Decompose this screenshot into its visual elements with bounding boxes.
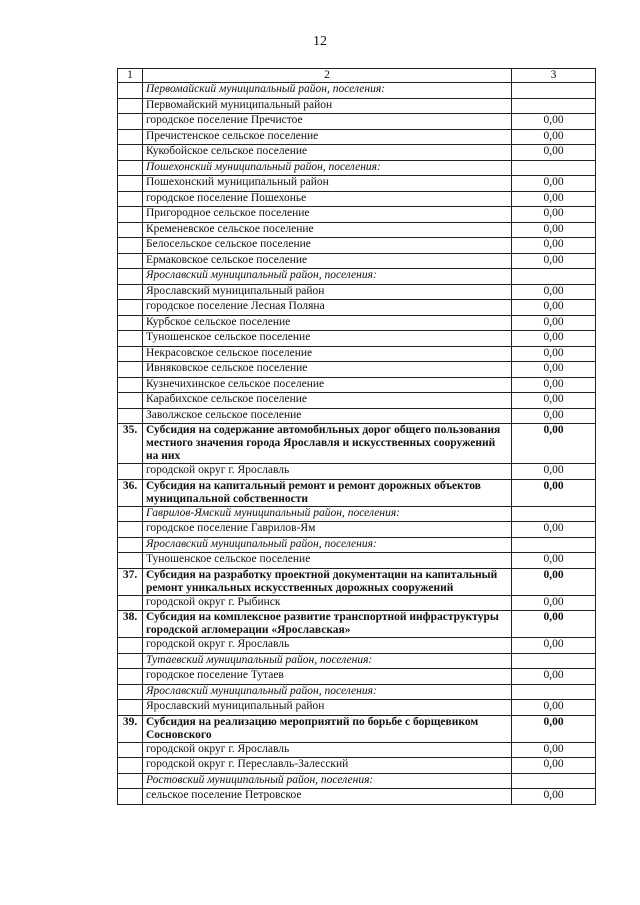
municipality-name: городское поселение Тутаев (143, 669, 512, 685)
municipality-name: Ярославский муниципальный район (143, 284, 512, 300)
table-row (118, 393, 596, 409)
table-row (118, 238, 596, 254)
table-row (118, 129, 596, 145)
table-row (118, 315, 596, 331)
amount-value (512, 537, 596, 553)
subsidy-number: 35. (118, 424, 143, 464)
number-cell-empty (118, 408, 143, 424)
section-row (118, 653, 596, 669)
section-row (118, 684, 596, 700)
municipality-name: городской округ г. Ярославль (143, 742, 512, 758)
section-row (118, 269, 596, 285)
table-row (118, 98, 596, 114)
number-cell-empty (118, 638, 143, 654)
subsidy-row (118, 715, 596, 742)
number-cell-empty (118, 362, 143, 378)
number-cell-empty (118, 553, 143, 569)
amount-value: 0,00 (512, 611, 596, 638)
number-cell-empty (118, 160, 143, 176)
subsidy-number: 38. (118, 611, 143, 638)
municipality-name: Пречистенское сельское поселение (143, 129, 512, 145)
municipality-name: городской округ г. Ярославль (143, 464, 512, 480)
table-row (118, 346, 596, 362)
number-cell-empty (118, 393, 143, 409)
amount-value: 0,00 (512, 408, 596, 424)
number-cell-empty (118, 331, 143, 347)
number-cell-empty (118, 789, 143, 805)
section-row (118, 537, 596, 553)
subsidy-title: Субсидия на разработку проектной документации на капитальный ремонт уникальных искусственных дорожных сооружений (143, 568, 512, 595)
amount-value: 0,00 (512, 362, 596, 378)
table-row (118, 758, 596, 774)
amount-value: 0,00 (512, 129, 596, 145)
district-heading: Ярославский муниципальный район, поселения: (143, 684, 512, 700)
section-row (118, 773, 596, 789)
amount-value: 0,00 (512, 464, 596, 480)
amount-value: 0,00 (512, 284, 596, 300)
amount-value: 0,00 (512, 331, 596, 347)
district-heading: Ростовский муниципальный район, поселения: (143, 773, 512, 789)
municipality-name: Пошехонский муниципальный район (143, 176, 512, 192)
number-cell-empty (118, 207, 143, 223)
district-heading: Гаврилов-Ямский муниципальный район, поселения: (143, 506, 512, 522)
amount-value: 0,00 (512, 595, 596, 611)
amount-value: 0,00 (512, 315, 596, 331)
section-row (118, 506, 596, 522)
number-cell-empty (118, 773, 143, 789)
subsidy-title: Субсидия на реализацию мероприятий по борьбе с борщевиком Сосновского (143, 715, 512, 742)
number-cell-empty (118, 253, 143, 269)
municipality-name: Ярославский муниципальный район (143, 700, 512, 716)
subsidy-number: 36. (118, 479, 143, 506)
number-cell-empty (118, 506, 143, 522)
amount-value (512, 269, 596, 285)
number-cell-empty (118, 176, 143, 192)
number-cell-empty (118, 346, 143, 362)
amount-value: 0,00 (512, 742, 596, 758)
municipality-name: Туношенское сельское поселение (143, 331, 512, 347)
amount-value: 0,00 (512, 700, 596, 716)
number-cell-empty (118, 537, 143, 553)
section-row (118, 160, 596, 176)
number-cell-empty (118, 114, 143, 130)
amount-value: 0,00 (512, 568, 596, 595)
municipality-name: Ермаковское сельское поселение (143, 253, 512, 269)
table-row (118, 700, 596, 716)
column-header-3: 3 (512, 69, 596, 83)
municipality-name: Кременевское сельское поселение (143, 222, 512, 238)
table-row (118, 377, 596, 393)
municipality-name: Кукобойское сельское поселение (143, 145, 512, 161)
number-cell-empty (118, 669, 143, 685)
subsidy-title: Субсидия на содержание автомобильных дорог общего пользования местного значения города Ярославля и искусственных сооружений на них (143, 424, 512, 464)
amount-value: 0,00 (512, 758, 596, 774)
table-row (118, 253, 596, 269)
table-row (118, 176, 596, 192)
amount-value (512, 98, 596, 114)
municipality-name: сельское поселение Петровское (143, 789, 512, 805)
amount-value: 0,00 (512, 114, 596, 130)
amount-value: 0,00 (512, 638, 596, 654)
municipality-name: Кузнечихинское сельское поселение (143, 377, 512, 393)
table-row (118, 553, 596, 569)
amount-value (512, 160, 596, 176)
number-cell-empty (118, 145, 143, 161)
table-header-row (118, 69, 596, 83)
district-heading: Ярославский муниципальный район, поселения: (143, 269, 512, 285)
number-cell-empty (118, 269, 143, 285)
district-heading: Тутаевский муниципальный район, поселения: (143, 653, 512, 669)
municipality-name: Карабихское сельское поселение (143, 393, 512, 409)
amount-value: 0,00 (512, 300, 596, 316)
subsidy-number: 39. (118, 715, 143, 742)
table-row (118, 300, 596, 316)
table-row (118, 789, 596, 805)
subsidy-number: 37. (118, 568, 143, 595)
municipality-name: городской округ г. Ярославль (143, 638, 512, 654)
table-row (118, 595, 596, 611)
amount-value: 0,00 (512, 789, 596, 805)
column-header-2: 2 (143, 69, 512, 83)
amount-value: 0,00 (512, 522, 596, 538)
subsidy-title: Субсидия на комплексное развитие транспортной инфраструктуры городской агломерации «Ярославская» (143, 611, 512, 638)
number-cell-empty (118, 595, 143, 611)
table-row (118, 191, 596, 207)
municipality-name: городское поселение Пречистое (143, 114, 512, 130)
amount-value: 0,00 (512, 377, 596, 393)
amount-value: 0,00 (512, 238, 596, 254)
number-cell-empty (118, 315, 143, 331)
number-cell-empty (118, 758, 143, 774)
municipality-name: городской округ г. Рыбинск (143, 595, 512, 611)
page-number: 12 (313, 34, 327, 49)
municipality-name: городское поселение Лесная Поляна (143, 300, 512, 316)
table-row (118, 284, 596, 300)
amount-value: 0,00 (512, 669, 596, 685)
table-row (118, 145, 596, 161)
amount-value: 0,00 (512, 553, 596, 569)
table-row (118, 222, 596, 238)
table-row (118, 362, 596, 378)
number-cell-empty (118, 522, 143, 538)
table-row (118, 669, 596, 685)
amount-value (512, 83, 596, 99)
table-row (118, 522, 596, 538)
municipality-name: Туношенское сельское поселение (143, 553, 512, 569)
amount-value: 0,00 (512, 479, 596, 506)
municipality-name: городское поселение Пошехонье (143, 191, 512, 207)
district-heading: Пошехонский муниципальный район, поселения: (143, 160, 512, 176)
table-row (118, 408, 596, 424)
section-row (118, 83, 596, 99)
amount-value: 0,00 (512, 424, 596, 464)
subsidy-row (118, 568, 596, 595)
number-cell-empty (118, 83, 143, 99)
table-row (118, 638, 596, 654)
amount-value (512, 773, 596, 789)
district-heading: Первомайский муниципальный район, поселения: (143, 83, 512, 99)
district-heading: Ярославский муниципальный район, поселения: (143, 537, 512, 553)
number-cell-empty (118, 129, 143, 145)
amount-value: 0,00 (512, 145, 596, 161)
column-header-1: 1 (118, 69, 143, 83)
municipality-name: Пригородное сельское поселение (143, 207, 512, 223)
number-cell-empty (118, 684, 143, 700)
amount-value (512, 506, 596, 522)
municipality-name: Заволжское сельское поселение (143, 408, 512, 424)
amount-value (512, 653, 596, 669)
number-cell-empty (118, 653, 143, 669)
amount-value: 0,00 (512, 191, 596, 207)
number-cell-empty (118, 284, 143, 300)
municipality-name: Ивняковское сельское поселение (143, 362, 512, 378)
amount-value (512, 684, 596, 700)
number-cell-empty (118, 464, 143, 480)
table-row (118, 742, 596, 758)
number-cell-empty (118, 300, 143, 316)
amount-value: 0,00 (512, 393, 596, 409)
number-cell-empty (118, 222, 143, 238)
number-cell-empty (118, 191, 143, 207)
subsidy-row (118, 479, 596, 506)
municipality-name: городское поселение Гаврилов-Ям (143, 522, 512, 538)
number-cell-empty (118, 238, 143, 254)
municipality-name: Первомайский муниципальный район (143, 98, 512, 114)
subsidy-title: Субсидия на капитальный ремонт и ремонт дорожных объектов муниципальной собственности (143, 479, 512, 506)
amount-value: 0,00 (512, 253, 596, 269)
municipality-name: городской округ г. Переславль-Залесский (143, 758, 512, 774)
number-cell-empty (118, 700, 143, 716)
table-row (118, 331, 596, 347)
subsidy-row (118, 611, 596, 638)
amount-value: 0,00 (512, 346, 596, 362)
number-cell-empty (118, 98, 143, 114)
number-cell-empty (118, 377, 143, 393)
amount-value: 0,00 (512, 222, 596, 238)
amount-value: 0,00 (512, 715, 596, 742)
subsidy-table (117, 68, 596, 805)
subsidy-row (118, 424, 596, 464)
municipality-name: Некрасовское сельское поселение (143, 346, 512, 362)
table-row (118, 114, 596, 130)
table-row (118, 207, 596, 223)
amount-value: 0,00 (512, 207, 596, 223)
number-cell-empty (118, 742, 143, 758)
amount-value: 0,00 (512, 176, 596, 192)
table-row (118, 464, 596, 480)
municipality-name: Белосельское сельское поселение (143, 238, 512, 254)
municipality-name: Курбское сельское поселение (143, 315, 512, 331)
